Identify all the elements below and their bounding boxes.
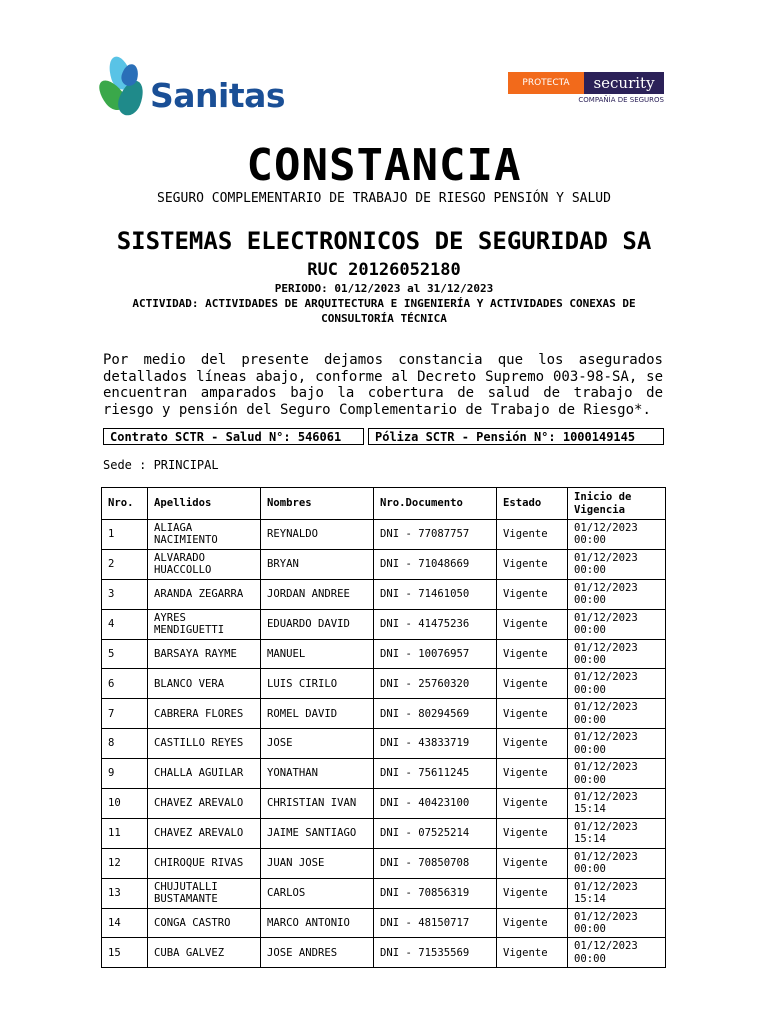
- cell-nro: 15: [102, 938, 148, 968]
- cell-documento: DNI - 77087757: [374, 520, 497, 550]
- table-row: [102, 729, 666, 759]
- cell-apellidos: CHIROQUE RIVAS: [148, 848, 261, 878]
- cell-inicio-vigencia: 01/12/2023 00:00: [568, 848, 666, 878]
- cell-nro: 8: [102, 729, 148, 759]
- table-row: [102, 609, 666, 639]
- cell-apellidos: ALIAGA NACIMIENTO: [148, 520, 261, 550]
- header-nombres: Nombres: [261, 488, 374, 520]
- cell-nombres: CARLOS: [261, 878, 374, 908]
- cell-inicio-vigencia: 01/12/2023 15:14: [568, 818, 666, 848]
- cell-estado: Vigente: [497, 669, 568, 699]
- cell-nombres: MARCO ANTONIO: [261, 908, 374, 938]
- cell-nombres: JAIME SANTIAGO: [261, 818, 374, 848]
- cell-nro: 2: [102, 549, 148, 579]
- page-title: CONSTANCIA: [246, 140, 522, 191]
- cell-apellidos: BLANCO VERA: [148, 669, 261, 699]
- cell-apellidos: CHAVEZ AREVALO: [148, 789, 261, 819]
- coverage-period: PERIODO: 01/12/2023 al 31/12/2023: [274, 282, 494, 295]
- cell-documento: DNI - 71535569: [374, 938, 497, 968]
- table-header-row: [102, 488, 666, 520]
- cell-inicio-vigencia: 01/12/2023 00:00: [568, 759, 666, 789]
- cell-estado: Vigente: [497, 938, 568, 968]
- company-activity: ACTIVIDAD: ACTIVIDADES DE ARQUITECTURA E INGENIERÍA Y ACTIVIDADES CONEXAS DE CONSULTORÍA TÉCNICA: [132, 297, 636, 325]
- poliza-box: Póliza SCTR - Pensión N°: 1000149145: [368, 428, 664, 445]
- cell-apellidos: CASTILLO REYES: [148, 729, 261, 759]
- company-name: SISTEMAS ELECTRONICOS DE SEGURIDAD SA: [116, 227, 652, 255]
- cell-apellidos: BARSAYA RAYME: [148, 639, 261, 669]
- cell-documento: DNI - 10076957: [374, 639, 497, 669]
- cell-apellidos: CONGA CASTRO: [148, 908, 261, 938]
- intro-paragraph: Por medio del presente dejamos constancia que los asegurados detallados líneas abajo, conforme al Decreto Supremo 003-98-SA, se encuentran amparados bajo la cobertura de salud de trabajo de riesgo y pensión del Seguro Complementario de Trabajo de Riesgo*.: [103, 352, 663, 418]
- cell-inicio-vigencia: 01/12/2023 00:00: [568, 669, 666, 699]
- sanitas-wordmark: Sanitas: [150, 76, 286, 115]
- table-row: [102, 789, 666, 819]
- table-row: [102, 818, 666, 848]
- cell-nro: 1: [102, 520, 148, 550]
- table-row: [102, 549, 666, 579]
- cell-documento: DNI - 71461050: [374, 579, 497, 609]
- cell-documento: DNI - 80294569: [374, 699, 497, 729]
- contrato-box: Contrato SCTR - Salud N°: 546061: [103, 428, 364, 445]
- cell-nro: 7: [102, 699, 148, 729]
- cell-nro: 5: [102, 639, 148, 669]
- table-row: [102, 938, 666, 968]
- table-row: [102, 878, 666, 908]
- cell-inicio-vigencia: 01/12/2023 15:14: [568, 789, 666, 819]
- cell-nro: 11: [102, 818, 148, 848]
- cell-apellidos: CABRERA FLORES: [148, 699, 261, 729]
- cell-nombres: ROMEL DAVID: [261, 699, 374, 729]
- cell-estado: Vigente: [497, 908, 568, 938]
- cell-nombres: REYNALDO: [261, 520, 374, 550]
- cell-estado: Vigente: [497, 579, 568, 609]
- cell-nombres: LUIS CIRILO: [261, 669, 374, 699]
- page-subtitle: SEGURO COMPLEMENTARIO DE TRABAJO DE RIESGO PENSIÓN Y SALUD: [157, 191, 611, 206]
- table-row: [102, 579, 666, 609]
- cell-estado: Vigente: [497, 729, 568, 759]
- cell-estado: Vigente: [497, 520, 568, 550]
- cell-apellidos: AYRES MENDIGUETTI: [148, 609, 261, 639]
- cell-estado: Vigente: [497, 789, 568, 819]
- cell-nombres: JORDAN ANDREE: [261, 579, 374, 609]
- cell-estado: Vigente: [497, 609, 568, 639]
- table-row: [102, 639, 666, 669]
- cell-estado: Vigente: [497, 639, 568, 669]
- cell-estado: Vigente: [497, 848, 568, 878]
- table-body: [102, 520, 666, 968]
- cell-inicio-vigencia: 01/12/2023 00:00: [568, 609, 666, 639]
- cell-apellidos: ALVARADO HUACCOLLO: [148, 549, 261, 579]
- cell-nro: 9: [102, 759, 148, 789]
- cell-documento: DNI - 41475236: [374, 609, 497, 639]
- cell-nombres: CHRISTIAN IVAN: [261, 789, 374, 819]
- cell-apellidos: CHUJUTALLI BUSTAMANTE: [148, 878, 261, 908]
- header-nro: Nro.: [102, 488, 148, 520]
- cell-nombres: YONATHAN: [261, 759, 374, 789]
- cell-nombres: EDUARDO DAVID: [261, 609, 374, 639]
- cell-estado: Vigente: [497, 818, 568, 848]
- cell-nro: 12: [102, 848, 148, 878]
- header-documento: Nro.Documento: [374, 488, 497, 520]
- cell-estado: Vigente: [497, 699, 568, 729]
- cell-documento: DNI - 07525214: [374, 818, 497, 848]
- security-tagline: COMPAÑÍA DE SEGUROS: [578, 96, 664, 104]
- cell-nombres: JOSE: [261, 729, 374, 759]
- cell-inicio-vigencia: 01/12/2023 00:00: [568, 639, 666, 669]
- table-row: [102, 759, 666, 789]
- cell-estado: Vigente: [497, 549, 568, 579]
- cell-inicio-vigencia: 01/12/2023 00:00: [568, 699, 666, 729]
- protecta-security-logo: [508, 72, 664, 106]
- cell-apellidos: ARANDA ZEGARRA: [148, 579, 261, 609]
- protecta-wordmark: PROTECTA: [508, 72, 584, 94]
- company-ruc: RUC 20126052180: [307, 260, 461, 280]
- cell-documento: DNI - 70856319: [374, 878, 497, 908]
- cell-apellidos: CHAVEZ AREVALO: [148, 818, 261, 848]
- sede-label: Sede : PRINCIPAL: [103, 458, 219, 472]
- insured-table: [101, 487, 666, 968]
- cell-inicio-vigencia: 01/12/2023 00:00: [568, 729, 666, 759]
- cell-documento: DNI - 25760320: [374, 669, 497, 699]
- cell-nro: 13: [102, 878, 148, 908]
- cell-documento: DNI - 40423100: [374, 789, 497, 819]
- cell-documento: DNI - 75611245: [374, 759, 497, 789]
- table-row: [102, 908, 666, 938]
- cell-nombres: BRYAN: [261, 549, 374, 579]
- cell-documento: DNI - 48150717: [374, 908, 497, 938]
- sanitas-logo: [102, 56, 286, 120]
- cell-apellidos: CUBA GALVEZ: [148, 938, 261, 968]
- cell-nro: 4: [102, 609, 148, 639]
- header-apellidos: Apellidos: [148, 488, 261, 520]
- cell-apellidos: CHALLA AGUILAR: [148, 759, 261, 789]
- cell-inicio-vigencia: 01/12/2023 00:00: [568, 520, 666, 550]
- cell-inicio-vigencia: 01/12/2023 00:00: [568, 579, 666, 609]
- cell-estado: Vigente: [497, 878, 568, 908]
- table-row: [102, 669, 666, 699]
- cell-nombres: JOSE ANDRES: [261, 938, 374, 968]
- table-row: [102, 520, 666, 550]
- cell-documento: DNI - 43833719: [374, 729, 497, 759]
- table-row: [102, 848, 666, 878]
- cell-nro: 14: [102, 908, 148, 938]
- table-row: [102, 699, 666, 729]
- cell-documento: DNI - 70850708: [374, 848, 497, 878]
- cell-nombres: MANUEL: [261, 639, 374, 669]
- cell-nro: 3: [102, 579, 148, 609]
- cell-documento: DNI - 71048669: [374, 549, 497, 579]
- cell-nro: 6: [102, 669, 148, 699]
- cell-inicio-vigencia: 01/12/2023 00:00: [568, 938, 666, 968]
- cell-inicio-vigencia: 01/12/2023 00:00: [568, 908, 666, 938]
- header-estado: Estado: [497, 488, 568, 520]
- cell-inicio-vigencia: 01/12/2023 00:00: [568, 549, 666, 579]
- cell-estado: Vigente: [497, 759, 568, 789]
- cell-inicio-vigencia: 01/12/2023 15:14: [568, 878, 666, 908]
- security-wordmark: security: [584, 72, 664, 94]
- cell-nro: 10: [102, 789, 148, 819]
- header-inicio-vigencia: Inicio de Vigencia: [568, 488, 666, 520]
- cell-nombres: JUAN JOSE: [261, 848, 374, 878]
